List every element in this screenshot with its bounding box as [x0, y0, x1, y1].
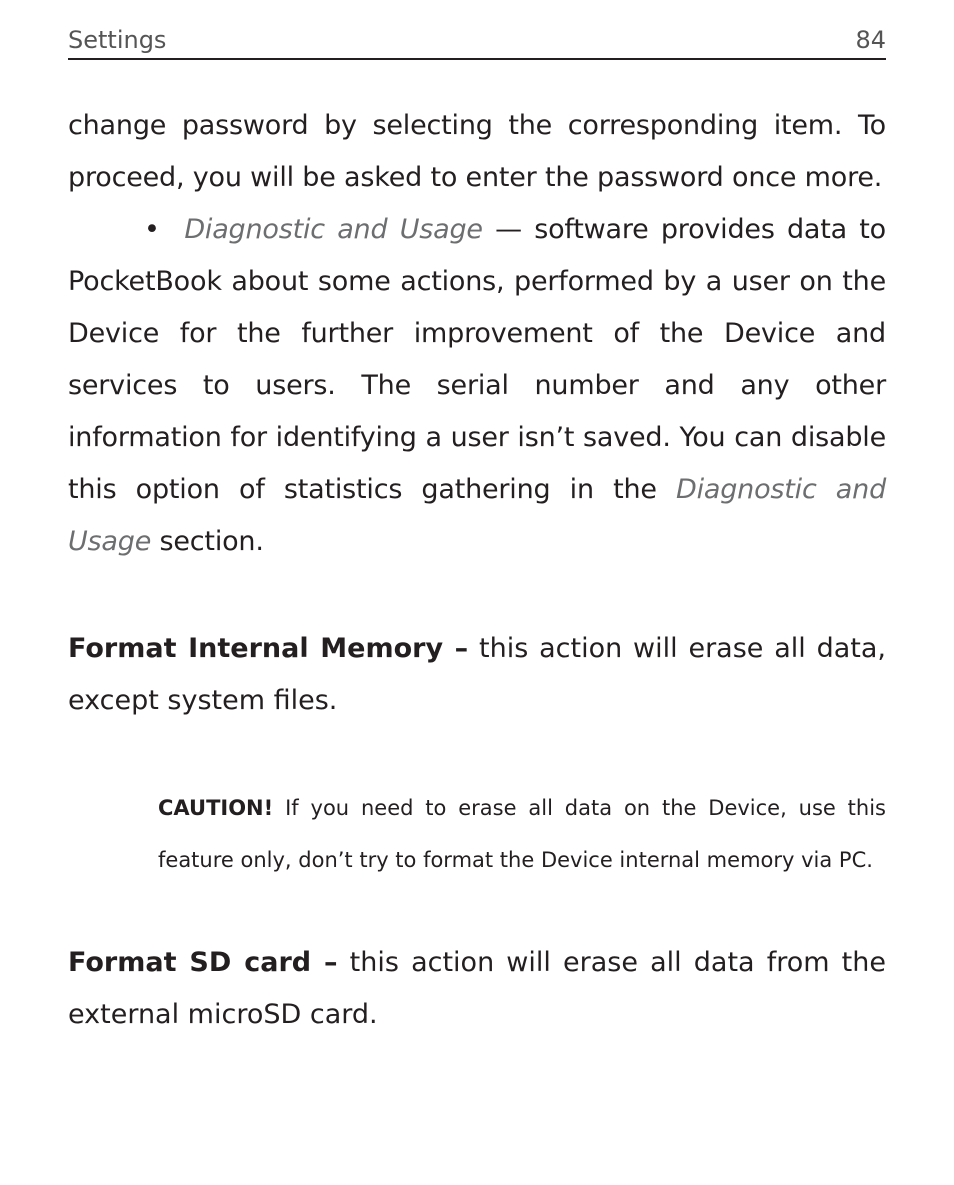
diagnostic-text: — software provides data to PocketBook about some actions, performed by a user on the Device for the further improvement of the Device and services to users. The serial number and any other information for identifying a user isn’t saved. You can disable this option of statistics gathering in the [68, 214, 886, 505]
format-sd-term: Format SD card – [68, 947, 338, 978]
caution-text: If you need to erase all data on the Device, use this feature only, don’t try to format the Device internal memory via PC. [158, 796, 886, 872]
caution-note [158, 782, 886, 886]
page-header [68, 22, 886, 60]
diagnostic-text-end: section. [151, 526, 264, 557]
intro-block [68, 100, 886, 568]
section-title: Settings [68, 26, 167, 54]
diagnostic-link: Diagnostic and Usage [68, 474, 887, 557]
caution-label: CAUTION! [158, 796, 274, 820]
format-internal-paragraph [68, 623, 886, 727]
bullet-symbol: • [144, 214, 160, 245]
format-sd-text: this action will erase all data from the external microSD card. [68, 947, 886, 1030]
format-internal-term: Format Internal Memory – [68, 633, 469, 664]
password-paragraph: change password by selecting the corresponding item. To proceed, you will be asked to enter the password once more. [68, 110, 886, 193]
page-number: 84 [855, 26, 886, 54]
caution-paragraph [158, 782, 886, 886]
format-internal-text: this action will erase all data, except system files. [68, 633, 886, 716]
format-internal-block [68, 623, 886, 727]
diagnostic-term: Diagnostic and Usage [184, 214, 483, 245]
format-sd-paragraph [68, 937, 886, 1041]
diagnostic-bullet [68, 204, 886, 568]
format-sd-block [68, 937, 886, 1041]
